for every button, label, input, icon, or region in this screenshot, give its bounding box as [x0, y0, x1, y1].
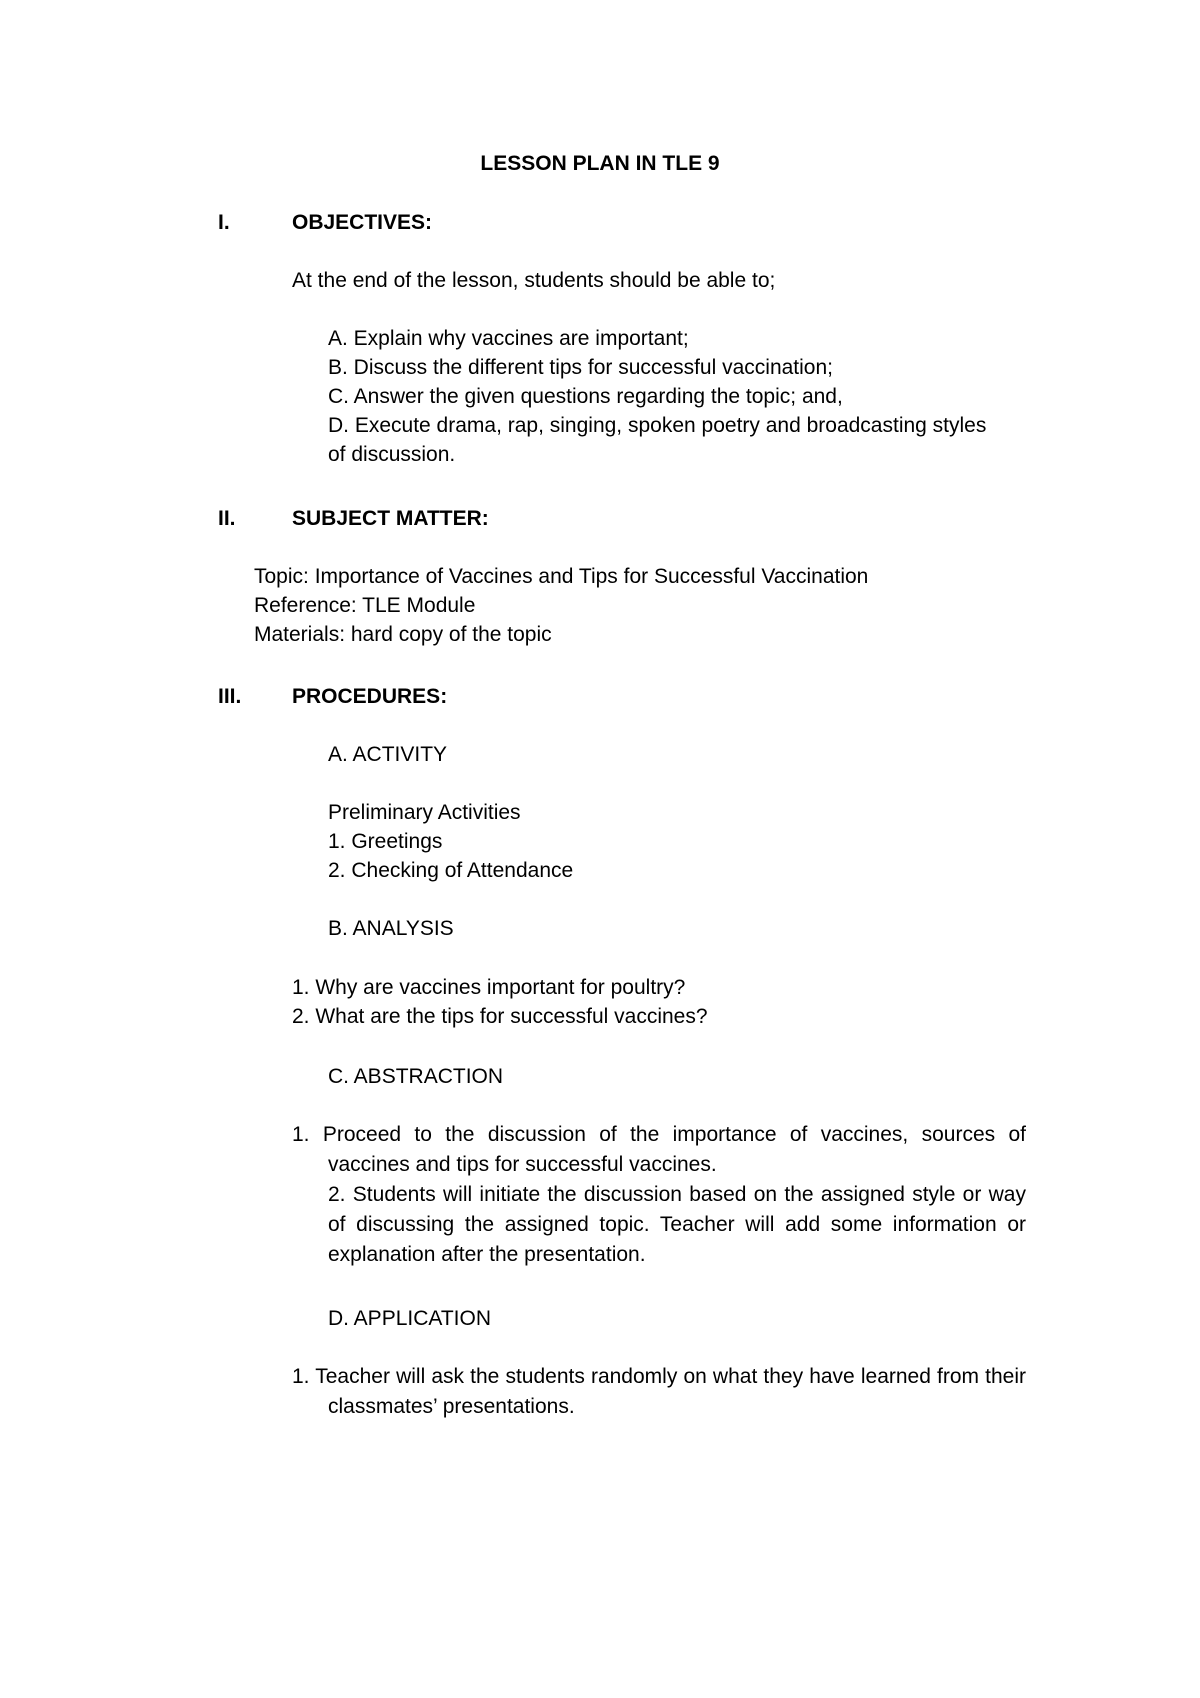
subject-materials: Materials: hard copy of the topic: [254, 623, 552, 646]
section-heading-objectives: OBJECTIVES:: [292, 211, 433, 234]
objective-item: B. Discuss the different tips for successful vaccination;: [328, 356, 834, 379]
section-number-subject-matter: II.: [218, 507, 236, 530]
abstraction-item: 2. Students will initiate the discussion based on the assigned style or way of discussing the assigned topic. Teacher will add some information or explanation after the presentation.: [328, 1183, 1026, 1266]
abstraction-item: 1. Proceed to the discussion of the importance of vaccines, sources of vaccines and tips for successful vaccines.: [292, 1123, 1026, 1176]
subject-topic: Topic: Importance of Vaccines and Tips for Successful Vaccination: [254, 565, 869, 588]
section-heading-subject-matter: SUBJECT MATTER:: [292, 507, 489, 530]
application-heading: D. APPLICATION: [328, 1307, 491, 1330]
activity-item: 1. Greetings: [328, 830, 443, 853]
application-item: 1. Teacher will ask the students randomly on what they have learned from their classmates’ presentations.: [292, 1365, 1026, 1418]
section-heading-procedures: PROCEDURES:: [292, 685, 448, 708]
abstraction-heading: C. ABSTRACTION: [328, 1065, 504, 1088]
section-number-objectives: I.: [218, 211, 230, 234]
objective-item: A. Explain why vaccines are important;: [328, 327, 689, 350]
analysis-heading: B. ANALYSIS: [328, 917, 454, 940]
objectives-intro: At the end of the lesson, students should be able to;: [292, 269, 776, 292]
analysis-item: 1. Why are vaccines important for poultry?: [292, 976, 686, 999]
objective-item: C. Answer the given questions regarding the topic; and,: [328, 385, 843, 408]
objective-item: D. Execute drama, rap, singing, spoken poetry and broadcasting styles: [328, 414, 987, 437]
activity-heading: A. ACTIVITY: [328, 743, 448, 766]
activity-item: 2. Checking of Attendance: [328, 859, 574, 882]
objective-item: of discussion.: [328, 443, 456, 466]
subject-reference: Reference: TLE Module: [254, 594, 476, 617]
analysis-item: 2. What are the tips for successful vaccines?: [292, 1005, 708, 1028]
section-number-procedures: III.: [218, 685, 242, 708]
page-title: LESSON PLAN IN TLE 9: [480, 152, 720, 175]
activity-subheading: Preliminary Activities: [328, 801, 521, 824]
